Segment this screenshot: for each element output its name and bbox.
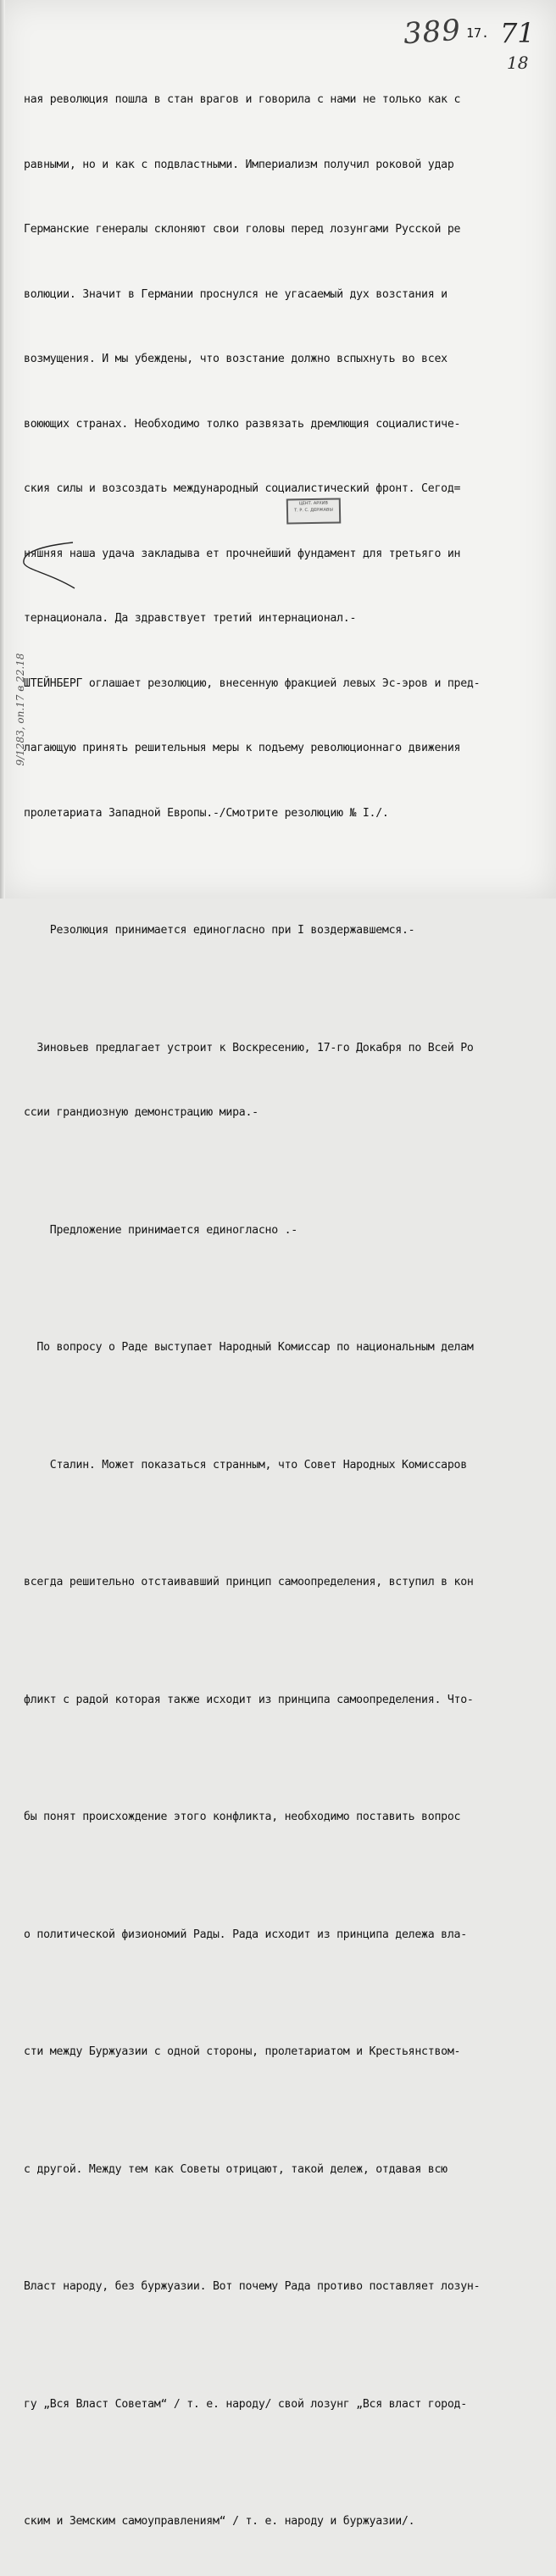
page-number: 17. [466, 25, 490, 41]
stamp-line: Т. Р. С. ДЕРЖАВЫ [294, 507, 333, 514]
text-line: ским и Земским самоуправлениям“ / т. е. народу и буржуазии/. [24, 2515, 415, 2528]
text-line: ШТЕЙНБЕРГ оглашает резолюцию, внесенную фракцией левых Эс-эров и пред- [24, 676, 481, 690]
paragraph-gap [24, 1519, 532, 1528]
margin-bracket-icon [15, 539, 76, 590]
paragraph-gap [24, 1167, 532, 1177]
paragraph-gap [24, 1989, 532, 1998]
paragraph-gap [24, 1872, 532, 1881]
text-line: всегда решительно отстаивавший принцип самоопределения, вступил в кон [24, 1576, 474, 1588]
folio-number-bottom: 18 [507, 53, 529, 73]
text-line: с другой. Между тем как Советы отрицают, такой дележ, отдавая всю [24, 2162, 448, 2176]
text-line: ския силы и возсоздать международный социалистический фронт. Сегод= [24, 482, 461, 495]
text-line: По вопросу о Раде выступает Народный Комиссар по национальным делам [24, 1341, 474, 1354]
text-line: возмущения. И мы убеждены, что возстание должно вспыхнуть во всех [24, 353, 448, 365]
text-line: Зиновьев предлагает устроит к Воскресению, 17-го Докабря по Всей Ро [24, 1041, 474, 1054]
paragraph-gap [24, 1754, 532, 1763]
paragraph-gap [24, 2341, 532, 2351]
stamp-line: ЦЕНТ. АРХИВ [298, 500, 328, 507]
paragraph-gap [24, 1402, 532, 1411]
archive-stamp [286, 498, 342, 524]
text-line: ная революция пошла в стан врагов и говорила с нами не только как с [24, 93, 461, 106]
paragraph-gap [24, 1637, 532, 1646]
paragraph-gap [24, 985, 532, 994]
margin-note: 9/1283, оп.17 в 22.18 [14, 653, 26, 766]
folio-number-top: 71 [500, 17, 535, 49]
paragraph-gap [24, 1284, 532, 1294]
text-line: пролетариата Западной Европы.-/Смотрите резолюцию № I./. [24, 806, 389, 820]
text-line: фликт с радой которая также исходит из принципа самоопределения. Что- [24, 1693, 474, 1706]
text-line: Резолюция принимается единогласно при I воздержавшемся.- [24, 924, 415, 937]
text-line: сти между Буржуазии с одной стороны, пролетариатом и Крестьянством- [24, 2045, 461, 2058]
typed-text-body [24, 46, 532, 2576]
paragraph-gap [24, 2223, 532, 2233]
paragraph-gap [24, 2106, 532, 2116]
text-line: Германские генералы склоняют свои головы перед лозунгами Русской ре [24, 223, 461, 236]
text-line: равными, но и как с подвластными. Империализм получил роковой удар [24, 158, 454, 171]
paragraph-gap [24, 2458, 532, 2468]
text-line: гу „Вся Власт Советам“ / т. е. народу/ свой лозунг „Вся власт город- [24, 2397, 467, 2411]
text-line: ссии грандиозную демонстрацию мира.- [24, 1106, 259, 1119]
text-line: волюции. Значит в Германии проснулся не угасаемый дух возстания и [24, 287, 448, 301]
paragraph-gap [24, 867, 532, 876]
text-line: Власт народу, без буржуазии. Вот почему Рада противо поставляет лозун- [24, 2280, 481, 2293]
text-line: о политической физиономий Рады. Рада исходит из принципа дележа вла- [24, 1928, 467, 1941]
page-edge-shadow [0, 0, 5, 899]
text-line: Предложение принимается единогласно .- [24, 1223, 297, 1237]
text-line: тернационала. Да здравствует третий интернационал.- [24, 612, 357, 625]
archive-number: 389 [402, 13, 463, 52]
text-line: няшняя наша удача закладыва ет прочнейший фундамент для третьяго ин [24, 547, 461, 560]
text-line: лагающую принять решительныя меры к подъему революционнаго движения [24, 742, 461, 754]
text-line: бы понят происхождение этого конфликта, необходимо поставить вопрос [24, 1811, 461, 1823]
text-line: Сталин. Может показаться странным, что Совет Народных Комиссаров [24, 1458, 467, 1472]
text-line: воюющих странах. Необходимо толко развязать дремлющия социалистиче- [24, 417, 461, 431]
